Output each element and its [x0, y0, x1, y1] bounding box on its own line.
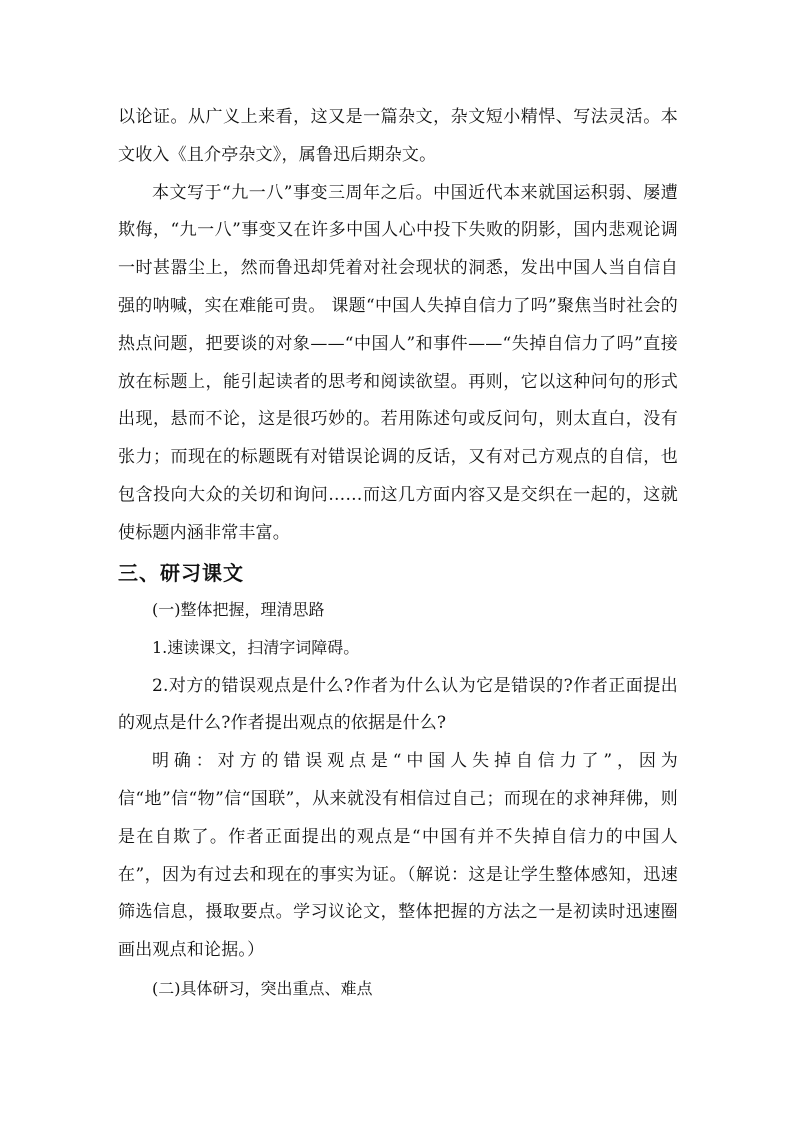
subsection-heading-2: (二)具体研习，突出重点、难点 — [152, 978, 373, 998]
section-heading: 三、研习课文 — [118, 560, 244, 585]
paragraph-continued: 以论证。从广义上来看，这又是一篇杂文，杂文短小精悍、写法灵活。本文收入《且介亭杂文》，属鲁迅后期杂文。 — [118, 107, 678, 165]
list-item-1: 1.速读课文，扫清字词障碍。 — [152, 638, 360, 658]
answer-paragraph: 明确：对方的错误观点是“中国人失掉自信力了”，因为信“地”信“物”信“国联”，从来就没有相信过自己；而现在的求神拜佛，则是在自欺了。作者正面提出的观点是“中国有并不失掉自信力的中国人在”，因为有过去和现在的事实为证。（解说：这是让学生整体感知，迅速筛选信息，摄取要点。学习议论文，整体把握的方法之一是初读时迅速圈画出观点和论据。） — [118, 751, 678, 961]
paragraph-background: 本文写于“九一八”事变三周年之后。中国近代本来就国运积弱、屡遭欺侮，“九一八”事变又在许多中国人心中投下失败的阴影，国内悲观论调一时甚嚣尘上，然而鲁迅却凭着对社会现状的洞悉，发出中国人当自信自强的呐喊，实在难能可贵。 课题“中国人失掉自信力了吗”聚焦当时社会的热点问题，把要谈的对象——“中国人”和事件——“失掉自信力了吗”直接放在标题上，能引起读者的思考和阅读欲望。再则，它以这种问句的形式出现，悬而不论，这是很巧妙的。若用陈述句或反问句，则太直白，没有张力；而现在的标题既有对错误论调的反话，又有对己方观点的自信，也包含投向大众的关切和询问……而这几方面内容又是交织在一起的，这就使标题内涵非常丰富。 — [118, 182, 678, 543]
list-item-2: 2.对方的错误观点是什么?作者为什么认为它是错误的?作者正面提出的观点是什么?作者提出观点的依据是什么? — [118, 675, 678, 734]
document-body — [118, 99, 678, 1008]
subsection-heading-1: (一)整体把握，理清思路 — [152, 599, 325, 619]
